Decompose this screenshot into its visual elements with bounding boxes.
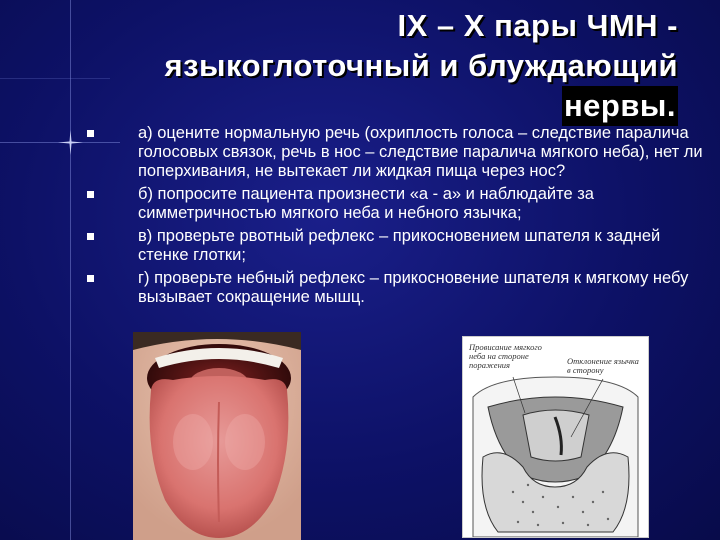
tongue-photo — [133, 332, 301, 540]
list-item — [84, 124, 704, 181]
title-line-1: IX – X пары ЧМН - — [397, 8, 678, 43]
bullet-square-icon — [87, 233, 94, 240]
figure-label-left: Провисание мягкого неба на стороне поражения — [469, 342, 542, 370]
bullet-text: б) попросите пациента произнести «а - а» и наблюдайте за симметричностью мягкого неба и небного язычка; — [138, 185, 594, 222]
list-item — [84, 269, 704, 307]
bullet-text: в) проверьте рвотный рефлекс – прикосновением шпателя к задней стенке глотки; — [138, 227, 661, 264]
slide-title — [78, 6, 678, 126]
bullet-text: г) проверьте небный рефлекс – прикосновение шпателя к мягкому небу вызывает сокращение мышц. — [138, 269, 689, 306]
bullet-list — [84, 124, 704, 311]
palate-illustration — [462, 336, 649, 538]
list-item — [84, 185, 704, 223]
figure-label-right: Отклонение язычка в сторону — [567, 356, 639, 375]
sparkle-icon — [58, 130, 83, 155]
list-item — [84, 227, 704, 265]
bullet-square-icon — [87, 191, 94, 198]
bullet-square-icon — [87, 130, 94, 137]
title-line-2: языкоглоточный и блуждающий — [164, 48, 678, 83]
bullet-square-icon — [87, 275, 94, 282]
decorative-vertical-line — [70, 0, 71, 540]
title-line-3: нервы. — [562, 86, 678, 126]
bullet-text: а) оцените нормальную речь (охриплость голоса – следствие паралича голосовых связок, речь в нос – следствие паралича мягкого неба), нет ли поперхивания, не вытекает ли жидкая пища через нос? — [138, 124, 703, 180]
